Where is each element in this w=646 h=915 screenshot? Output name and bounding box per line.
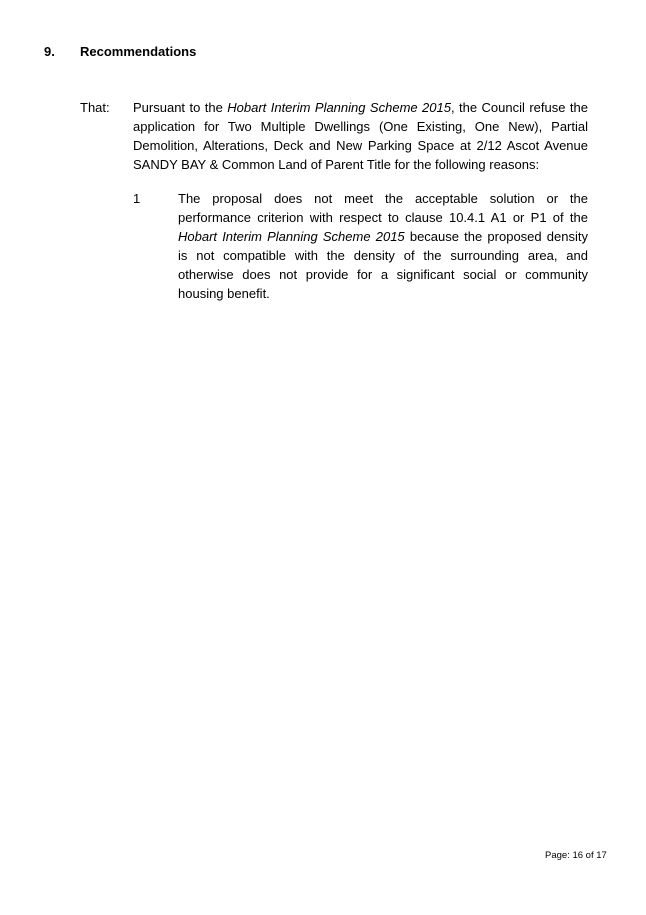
scheme-name: Hobart Interim Planning Scheme 2015: [227, 100, 451, 115]
recommendation-paragraph: [133, 98, 588, 174]
reason-number: 1: [133, 191, 141, 206]
that-label: That:: [80, 100, 110, 115]
page-number: Page: 16 of 17: [545, 850, 607, 861]
recommendation-intro-before: Pursuant to the: [133, 100, 228, 115]
reason-scheme-name: Hobart Interim Planning Scheme 2015: [178, 229, 405, 244]
section-title: Recommendations: [80, 44, 197, 59]
reason-text: [178, 189, 588, 303]
section-number: 9.: [44, 44, 55, 59]
reason-text-after: because the proposed density is not compatible with the density of the surrounding area, and otherwise does not provide for a significant social or community housing benefit.: [178, 229, 588, 301]
reason-text-before: The proposal does not meet the acceptable solution or the performance criterion with respect to clause 10.4.1 A1 or P1 of the: [178, 191, 588, 225]
recommendation-intro-after: , the Council refuse the application for Two Multiple Dwellings (One Existing, One New), Partial Demolition, Alterations, Deck and New Parking Space at 2/12 Ascot Avenue SANDY BAY & Common Land of Parent Title for the following reasons:: [133, 100, 588, 172]
